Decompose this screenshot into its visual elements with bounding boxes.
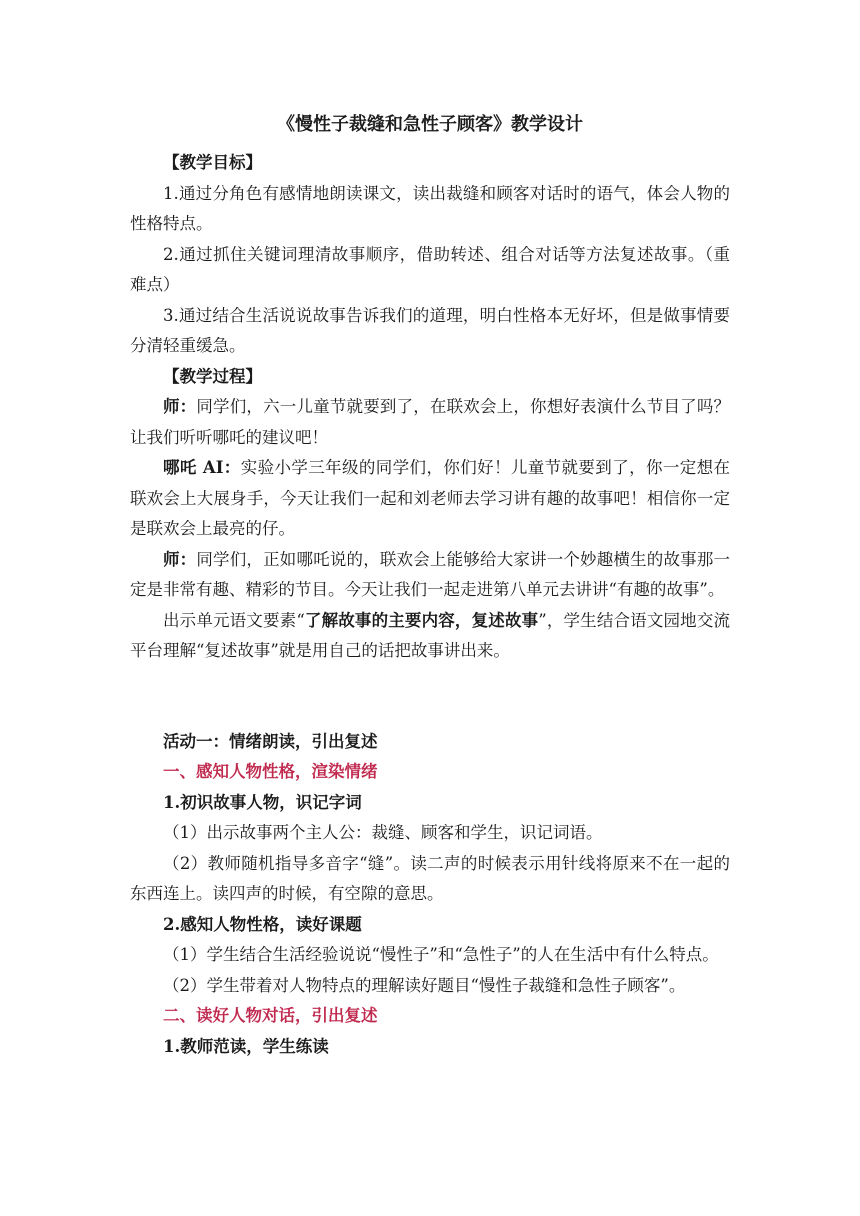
paragraph-nezha: [130, 453, 730, 545]
section-heading-1: 一、感知人物性格，渲染情绪: [163, 762, 378, 781]
goal-1: 1.通过分角色有感情地朗读课文，读出裁缝和顾客对话时的语气，体会人物的性格特点。: [130, 183, 730, 233]
speaker-label: 哪吒 AI：: [163, 458, 241, 477]
document-title: 《慢性子裁缝和急性子顾客》教学设计: [277, 114, 583, 135]
item-text: （2）教师随机指导多音字“缝”。读二声的时候表示用针线将原来不在一起的东西连上。读四声的时候，有空隙的意思。: [130, 853, 730, 903]
emphasis-text: 了解故事的主要内容，复述故事: [304, 610, 539, 630]
goals-heading: 【教学目标】: [163, 153, 262, 172]
item-heading: 2.感知人物性格，读好课题: [163, 914, 362, 934]
speaker-label: 师：: [163, 549, 197, 569]
document-page: [130, 108, 730, 1062]
process-heading: 【教学过程】: [163, 366, 262, 386]
item-text: （1）学生结合生活经验说说“慢性子”和“急性子”的人在生活中有什么特点。: [163, 945, 719, 964]
goal-2: 2.通过抓住关键词理清故事顺序，借助转述、组合对话等方法复述故事。（重难点）: [130, 244, 730, 294]
paragraph-text: ”，学生结合语文园地交流平台理解“复述故事”就是用自己的话把故事讲出来。: [130, 610, 731, 660]
paragraph-teacher-2: [130, 545, 730, 606]
item-heading: 1.初识故事人物，识记字词: [163, 792, 362, 812]
paragraph-text: 同学们，六一儿童节就要到了，在联欢会上，你想好表演什么节目了吗？让我们听听哪吒的建议吧！: [130, 397, 731, 447]
item-text: （2）学生带着对人物特点的理解读好题目“慢性子裁缝和急性子顾客”。: [163, 975, 686, 995]
section-heading-2: 二、读好人物对话，引出复述: [163, 1006, 378, 1025]
speaker-label: 师：: [163, 397, 197, 416]
paragraph-text: 实验小学三年级的同学们，你们好！儿童节就要到了，你一定想在联欢会上大展身手，今天让我们一起和刘老师去学习讲有趣的故事吧！相信你一定是联欢会上最亮的仔。: [130, 458, 731, 538]
activity-heading: 活动一：情绪朗读，引出复述: [163, 731, 378, 751]
item-heading: 1.教师范读，学生练读: [163, 1036, 329, 1056]
item-text: （1）出示故事两个主人公：裁缝、顾客和学生，识记词语。: [163, 823, 603, 842]
goal-3: 3.通过结合生活说说故事告诉我们的道理，明白性格本无好坏，但是做事情要分清轻重缓急。: [130, 305, 730, 355]
paragraph-teacher-1: [130, 392, 730, 453]
paragraph-text: 出示单元语文要素“: [163, 610, 305, 630]
paragraph-unit-element: [130, 606, 730, 667]
paragraph-text: 同学们，正如哪吒说的，联欢会上能够给大家讲一个妙趣横生的故事那一定是非常有趣、精彩的节目。今天让我们一起走进第八单元去讲讲“有趣的故事”。: [130, 549, 731, 599]
spacer: [130, 667, 730, 727]
